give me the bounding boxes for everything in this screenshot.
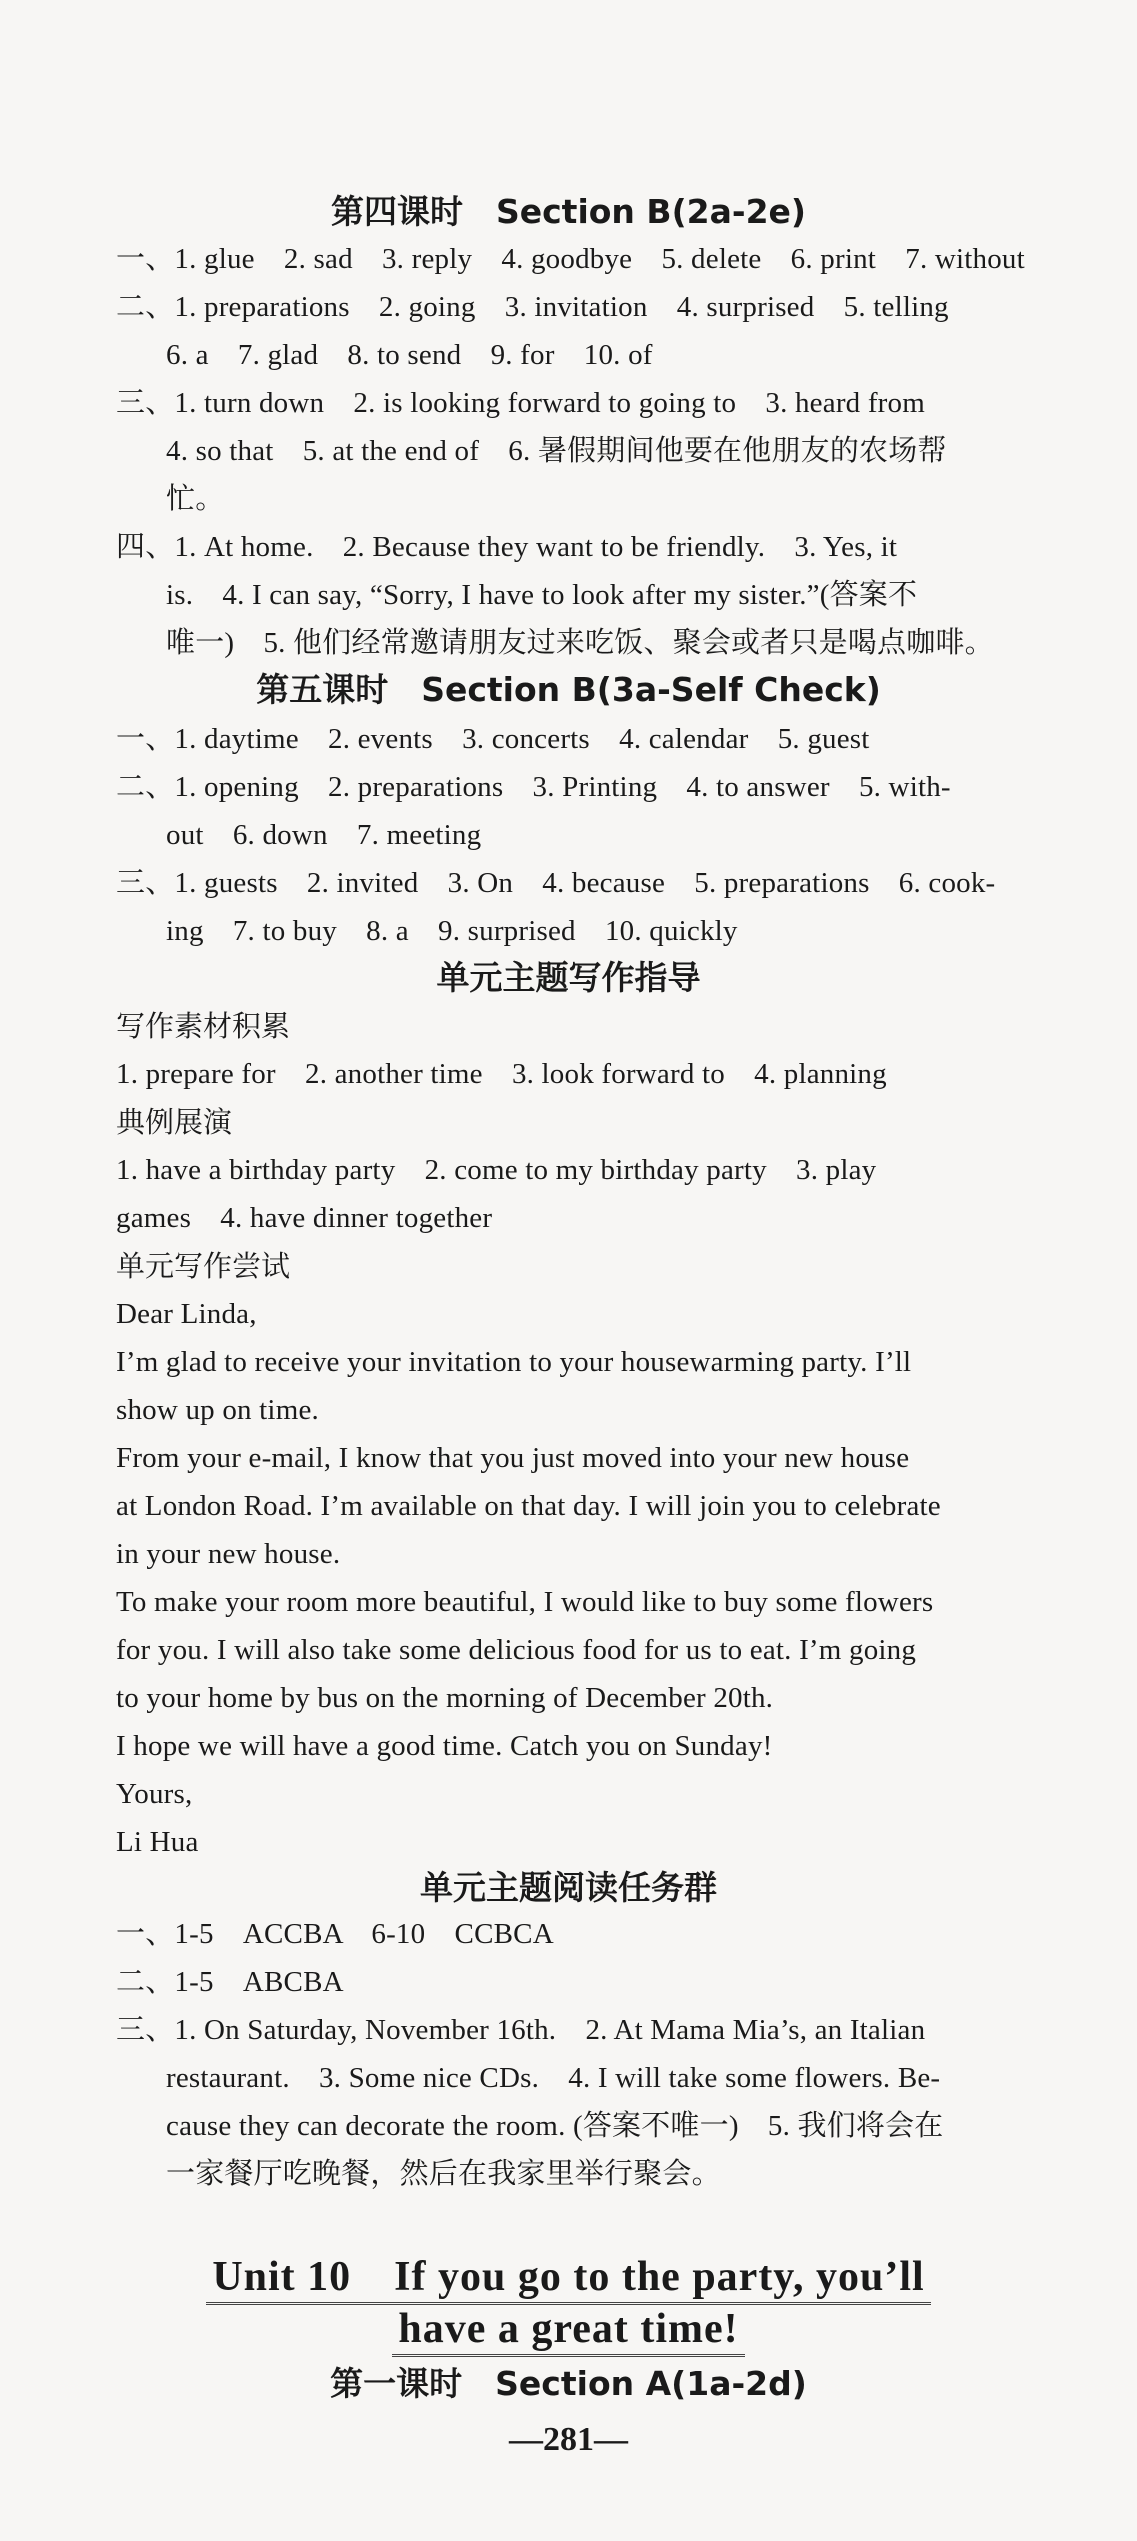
answer-line: 二、1. opening 2. preparations 3. Printing 4. to answer 5. with- xyxy=(116,771,951,803)
writing-material-subhead: 写作素材积累 xyxy=(116,1009,291,1043)
letter-line: Li Hua xyxy=(116,1826,199,1858)
letter-line: Dear Linda, xyxy=(116,1298,257,1330)
letter-line: I hope we will have a good time. Catch you on Sunday! xyxy=(116,1730,773,1762)
letter-line: in your new house. xyxy=(116,1538,341,1570)
reading-tasks-heading: 单元主题阅读任务群 xyxy=(420,1868,717,1907)
letter-line: for you. I will also take some delicious food for us to eat. I’m going xyxy=(116,1634,917,1666)
answer-line: ing 7. to buy 8. a 9. surprised 10. quickly xyxy=(166,915,738,947)
unit-title-text-2: have a great time! xyxy=(392,2304,744,2357)
answer-line: 二、1. preparations 2. going 3. invitation 4. surprised 5. telling xyxy=(116,291,949,323)
lesson-5-heading: 第五课时 Section B(3a-Self Check) xyxy=(256,670,881,709)
example-subhead: 典例展演 xyxy=(116,1105,233,1139)
lesson-4-heading: 第四课时 Section B(2a-2e) xyxy=(330,192,807,231)
writing-guide-heading: 单元主题写作指导 xyxy=(436,958,701,997)
answer-line: 三、1. turn down 2. is looking forward to going to 3. heard from xyxy=(116,387,925,419)
answer-line: restaurant. 3. Some nice CDs. 4. I will take some flowers. Be- xyxy=(166,2062,941,2094)
answer-line: 三、1. guests 2. invited 3. On 4. because 5. preparations 6. cook- xyxy=(116,867,996,899)
answer-line: 1. prepare for 2. another time 3. look forward to 4. planning xyxy=(116,1058,887,1090)
answer-line: 1. have a birthday party 2. come to my birthday party 3. play xyxy=(116,1154,877,1186)
unit-title-line-2 xyxy=(0,2304,1137,2357)
answer-line: is. 4. I can say, “Sorry, I have to look after my sister.”(答案不 xyxy=(166,579,918,611)
unit-title-line-1 xyxy=(0,2252,1137,2305)
answer-line: 一家餐厅吃晚餐，然后在我家里举行聚会。 xyxy=(166,2158,721,2190)
answer-line: 6. a 7. glad 8. to send 9. for 10. of xyxy=(166,339,653,371)
answer-line: 三、1. On Saturday, November 16th. 2. At Mama Mia’s, an Italian xyxy=(116,2014,926,2046)
answer-line: 唯一) 5. 他们经常邀请朋友过来吃饭、聚会或者只是喝点咖啡。 xyxy=(166,627,994,659)
letter-line: Yours, xyxy=(116,1778,193,1810)
answer-line: 一、1-5 ACCBA 6-10 CCBCA xyxy=(116,1918,554,1950)
letter-line: show up on time. xyxy=(116,1394,319,1426)
writing-attempt-subhead: 单元写作尝试 xyxy=(116,1249,291,1283)
answer-line: out 6. down 7. meeting xyxy=(166,819,482,851)
answer-line: 4. so that 5. at the end of 6. 暑假期间他要在他朋友的农场帮 xyxy=(166,435,947,467)
answer-line: games 4. have dinner together xyxy=(116,1202,493,1234)
answer-line: 一、1. glue 2. sad 3. reply 4. goodbye 5. delete 6. print 7. without xyxy=(116,243,1025,275)
unit-title-text-1: Unit 10 If you go to the party, you’ll xyxy=(206,2252,930,2305)
letter-line: I’m glad to receive your invitation to your housewarming party. I’ll xyxy=(116,1346,912,1378)
answer-line: cause they can decorate the room. (答案不唯一) 5. 我们将会在 xyxy=(166,2110,944,2142)
lesson-1-heading: 第一课时 Section A(1a-2d) xyxy=(330,2364,807,2403)
letter-line: at London Road. I’m available on that day. I will join you to celebrate xyxy=(116,1490,941,1522)
answer-line: 一、1. daytime 2. events 3. concerts 4. calendar 5. guest xyxy=(116,723,870,755)
answer-line: 四、1. At home. 2. Because they want to be friendly. 3. Yes, it xyxy=(116,531,898,563)
page-number: —281— xyxy=(509,2421,628,2458)
answer-line: 二、1-5 ABCBA xyxy=(116,1966,344,1998)
letter-line: To make your room more beautiful, I would like to buy some flowers xyxy=(116,1586,934,1618)
letter-line: to your home by bus on the morning of December 20th. xyxy=(116,1682,774,1714)
answer-line: 忙。 xyxy=(166,483,225,515)
letter-line: From your e-mail, I know that you just moved into your new house xyxy=(116,1442,910,1474)
